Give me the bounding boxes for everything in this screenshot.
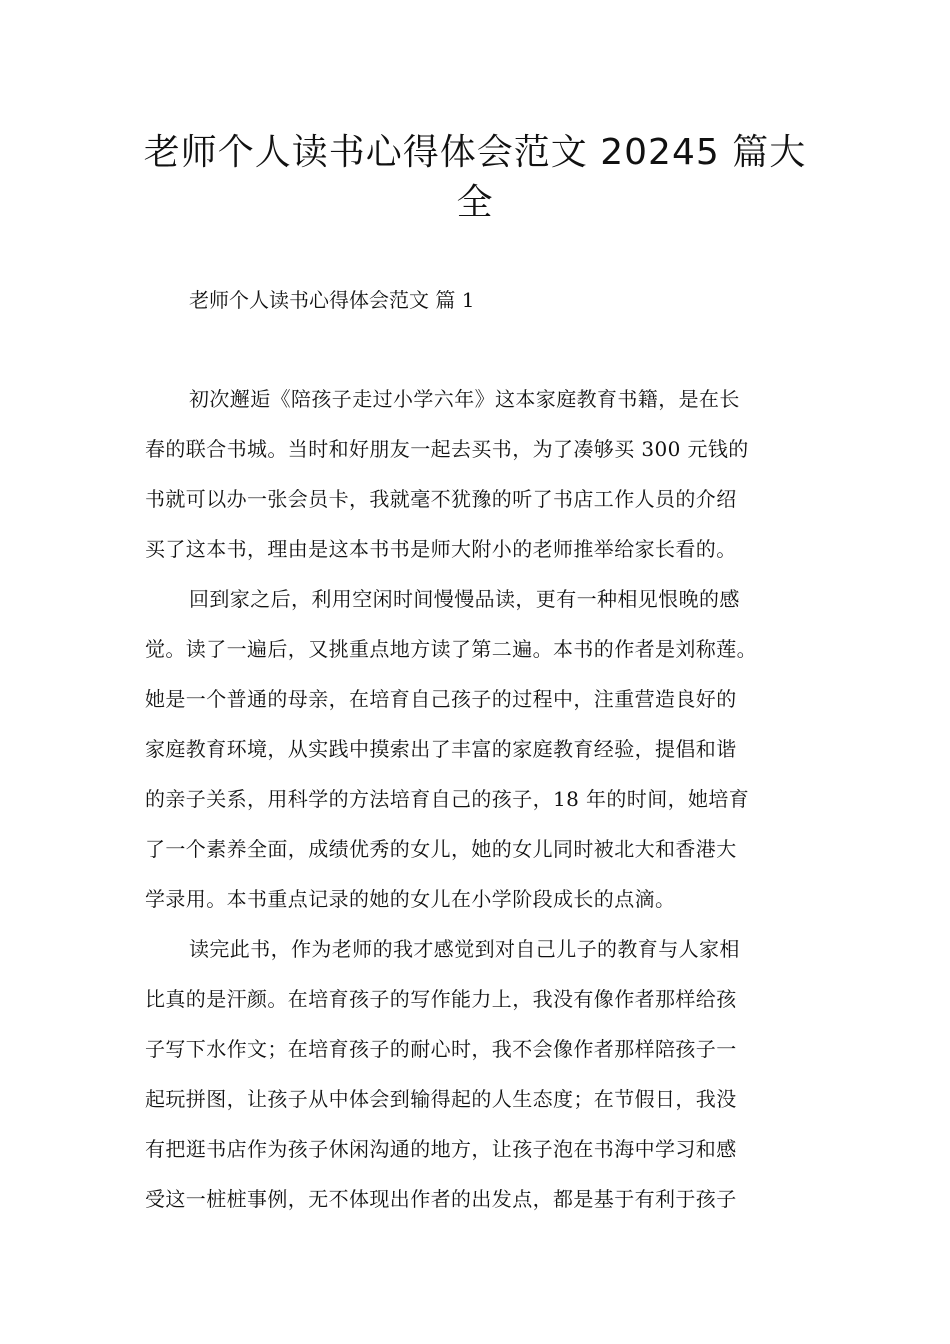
section-heading: 老师个人读书心得体会范文 篇 1 [189,288,475,312]
document-body [145,380,845,1230]
paragraph-line: 了一个素养全面，成绩优秀的女儿，她的女儿同时被北大和香港大 [145,837,737,861]
paragraph-line: 书就可以办一张会员卡，我就毫不犹豫的听了书店工作人员的介绍 [145,487,737,511]
document-title-line-2: 全 [456,182,494,223]
paragraph-line: 受这一桩桩事例，无不体现出作者的出发点，都是基于有利于孩子 [145,1187,737,1211]
paragraph-line: 的亲子关系，用科学的方法培育自己的孩子，18 年的时间，她培育 [145,787,750,811]
document-title [130,128,820,228]
paragraph-line: 她是一个普通的母亲，在培育自己孩子的过程中，注重营造良好的 [145,687,737,711]
document-title-line-1: 老师个人读书心得体会范文 20245 篇大 [143,132,807,173]
paragraph-line: 子写下水作文；在培育孩子的耐心时，我不会像作者那样陪孩子一 [145,1037,737,1061]
paragraph-line: 起玩拼图，让孩子从中体会到输得起的人生态度；在节假日，我没 [145,1087,737,1111]
paragraph-line: 学录用。本书重点记录的她的女儿在小学阶段成长的点滴。 [145,887,676,911]
paragraph-line: 春的联合书城。当时和好朋友一起去买书，为了凑够买 300 元钱的 [145,437,749,461]
paragraph-line: 觉。读了一遍后，又挑重点地方读了第二遍。本书的作者是刘称莲。 [145,637,757,661]
paragraph-line: 有把逛书店作为孩子休闲沟通的地方，让孩子泡在书海中学习和感 [145,1137,737,1161]
paragraph-line: 初次邂逅《陪孩子走过小学六年》这本家庭教育书籍，是在长 [189,387,740,411]
paragraph-line: 买了这本书，理由是这本书书是师大附小的老师推举给家长看的。 [145,537,737,561]
paragraph-line: 读完此书，作为老师的我才感觉到对自己儿子的教育与人家相 [189,937,740,961]
paragraph-line: 比真的是汗颜。在培育孩子的写作能力上，我没有像作者那样给孩 [145,987,737,1011]
paragraph-line: 家庭教育环境，从实践中摸索出了丰富的家庭教育经验，提倡和谐 [145,737,737,761]
paragraph-line: 回到家之后，利用空闲时间慢慢品读，更有一种相见恨晚的感 [189,587,740,611]
